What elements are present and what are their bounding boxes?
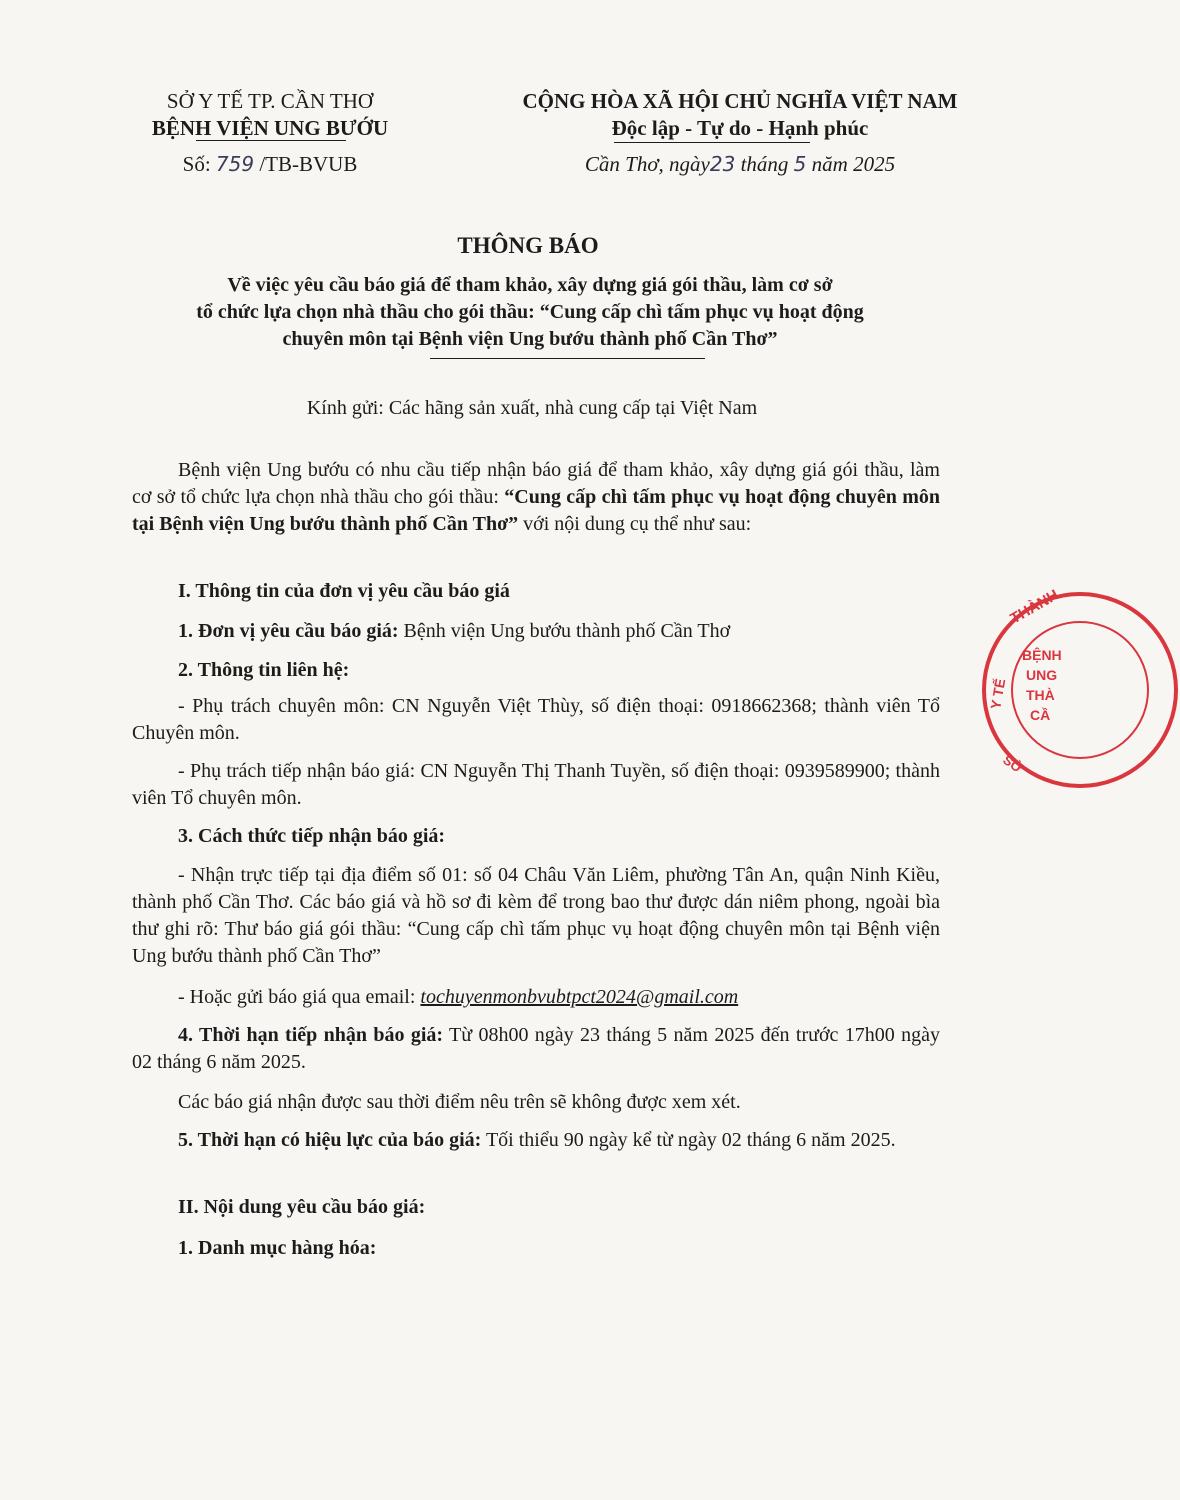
date-text-2: tháng [740,152,789,176]
section-1-item-1 [132,618,940,645]
header-left-rule [196,140,346,141]
document-number-suffix: /TB-BVUB [259,152,358,176]
section-1-item-4 [132,1022,940,1076]
receive-method-1: - Nhận trực tiếp tại địa điểm số 01: số 04 Châu Văn Liêm, phường Tân An, quận Ninh Kiều, thành phố Cần Thơ. Các báo giá và hồ sơ đi kèm để trong bao thư được dán niêm phong, ngoài bìa thư ghi rõ: Thư báo giá gói thầu: “Cung cấp chì tấm phục vụ hoạt động chuyên môn tại Bệnh viện Ung bướu thành phố Cần Thơ” [132,864,940,967]
intro-text-end: với nội dung cụ thể như sau: [518,513,752,535]
subject-line-1: Về việc yêu cầu báo giá để tham khảo, xây dựng giá gói thầu, làm cơ sở [227,274,833,296]
email-prefix: - Hoặc gửi báo giá qua email: [178,986,421,1008]
stamp-line-1: BỆNH [1022,647,1062,663]
subject-line-2: tổ chức lựa chọn nhà thầu cho gói thầu: “Cung cấp chì tấm phục vụ hoạt động [196,301,864,323]
intro-paragraph [132,457,940,538]
item-5-label: 5. Thời hạn có hiệu lực của báo giá: [178,1129,482,1151]
section-2-heading: II. Nội dung yêu cầu báo giá: [178,1196,426,1218]
header-right-rule [614,142,810,143]
national-motto: Độc lập - Tự do - Hạnh phúc [611,116,869,140]
date-day-handwritten: 23 [709,152,736,176]
email-link[interactable]: tochuyenmonbvubtpct2024@gmail.com [420,986,739,1008]
stamp-line-2: UNG [1026,667,1058,683]
country-name: CỘNG HÒA XÃ HỘI CHỦ NGHĨA VIỆT NAM [522,89,958,113]
recipient: Kính gửi: Các hãng sản xuất, nhà cung cấp tại Việt Nam [306,397,758,419]
item-4-label: 4. Thời hạn tiếp nhận báo giá: [178,1024,444,1046]
stamp-seal-icon [980,586,1180,790]
official-stamp [980,586,1180,790]
section-1-item-3: 3. Cách thức tiếp nhận báo giá: [178,825,446,847]
item-5-value: Tối thiểu 90 ngày kể từ ngày 02 tháng 6 năm 2025. [481,1129,896,1151]
document-number-prefix: Số: [182,152,211,176]
department-name: SỞ Y TẾ TP. CẦN THƠ [166,89,374,113]
stamp-text-top: THÀNH [1007,586,1062,628]
contact-1: - Phụ trách chuyên môn: CN Nguyễn Việt Thùy, số điện thoại: 0918662368; thành viên Tổ Chuyên môn. [132,695,940,744]
stamp-text-bottom: SỞ [1000,752,1026,776]
hospital-name [120,115,420,142]
date-text-1: Cần Thơ, ngày [584,152,710,176]
issue-date [470,151,1010,178]
item-4-value: Từ 08h00 ngày 23 tháng 5 năm 2025 đến trước 17h00 ngày 02 tháng 6 năm 2025. [132,1024,941,1073]
hospital-name-text: BỆNH VIỆN UNG BƯỚU [151,116,389,140]
item-1-label: 1. Đơn vị yêu cầu báo giá: [178,620,399,642]
section-1-heading: I. Thông tin của đơn vị yêu cầu báo giá [178,580,510,602]
header-left [120,88,420,178]
item-4-note: Các báo giá nhận được sau thời điểm nêu trên sẽ không được xem xét. [178,1091,741,1113]
header-right [470,88,1010,178]
intro-text-start: Bệnh viện Ung bướu có nhu cầu tiếp nhận báo giá để tham khảo, xây dựng giá gói thầu, làm cơ sở tổ chức lựa chọn nhà thầu cho gói thầu: [132,459,940,508]
item-1-value: Bệnh viện Ung bướu thành phố Cần Thơ [398,620,731,642]
date-month-handwritten: 5 [793,152,807,176]
section-1-item-5 [132,1127,940,1154]
stamp-text-left: Y TẾ [987,677,1009,711]
section-1-item-2: 2. Thông tin liên hệ: [178,659,350,681]
subject-rule [430,358,705,359]
section-2-item-1: 1. Danh mục hàng hóa: [178,1237,377,1259]
stamp-line-3: THÀ [1026,687,1055,703]
stamp-line-4: CẦ [1030,707,1051,723]
contact-2: - Phụ trách tiếp nhận báo giá: CN Nguyễn Thị Thanh Tuyền, số điện thoại: 0939589900; thành viên Tổ chuyên môn. [132,760,940,809]
intro-package-name: “Cung cấp chì tấm phục vụ hoạt động chuyên môn tại Bệnh viện Ung bướu thành phố Cần Thơ” [132,486,940,535]
document-title: THÔNG BÁO [457,233,599,258]
subject-line-3: chuyên môn tại Bệnh viện Ung bướu thành phố Cần Thơ” [282,328,778,350]
receive-method-2 [132,984,940,1011]
date-text-3: năm 2025 [811,152,896,176]
document-number-handwritten: 759 [215,152,255,176]
document-subject [110,272,950,353]
document-number [120,151,420,178]
